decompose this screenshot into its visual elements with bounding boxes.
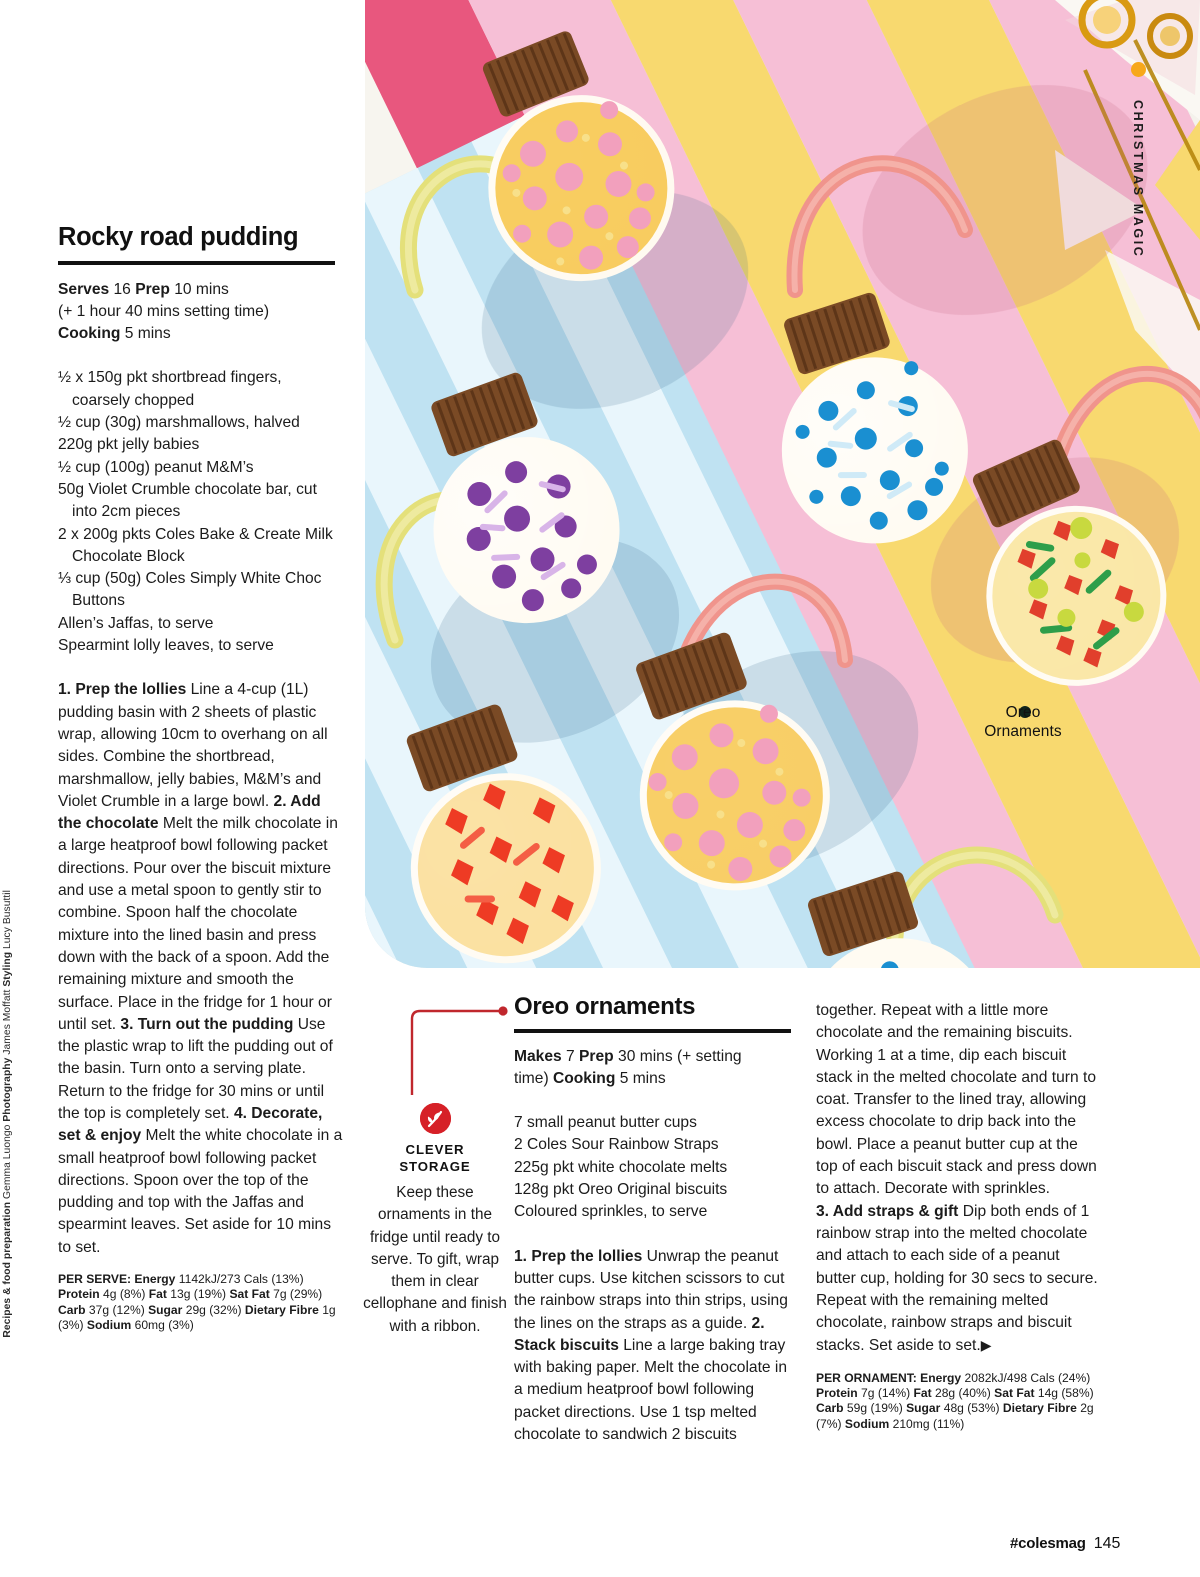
page-footer <box>1010 1535 1120 1553</box>
ingredient-item: 225g pkt white chocolate melts <box>514 1158 728 1176</box>
method-step: 2. Stack biscuits Line a large baking tray with baking paper. Melt the chocolate in a medium heatproof bowl following packet directions. Use 1 tsp melted chocolate to sandwich 2 biscuits <box>514 1314 788 1444</box>
meta-line: time) Cooking 5 mins <box>514 1069 666 1087</box>
recipe1-ingredients <box>58 367 343 657</box>
clever-storage-sprig-icon <box>420 1103 451 1134</box>
ingredient-item: ½ cup (30g) marshmallows, halved <box>58 414 300 432</box>
ingredient-item: ⅓ cup (50g) Coles Simply White Choc Buttons <box>58 570 322 610</box>
ingredient-item: ½ x 150g pkt shortbread fingers, coarsely chopped <box>58 369 282 409</box>
hero-photo <box>365 0 1200 968</box>
method-step: 1. Prep the lollies Line a 4-cup (1L) pudding basin with 2 sheets of plastic wrap, allowing 10cm to overhang on all sides. Combine the shortbread, marshmallow, jelly babies, M&M’s and Violet Crumble in a large bowl. <box>58 681 328 810</box>
method-step: 2. Add the chocolate Melt the milk chocolate in a large heatproof bowl following packet directions. Pour over the biscuit mixture and use a metal spoon to gently stir to combine. Spoon half the chocolate mixture into the lined basin and press down with the back of a spoon. Add the remaining mixture and smooth the surface. Place in the fridge for 1 hour or until set. <box>58 792 338 1033</box>
method-step: 1. Prep the lollies Unwrap the peanut butter cups. Use kitchen scissors to cut the rainbow straps into thin strips, using the lines on the straps as a guide. <box>514 1247 788 1332</box>
recipe-oreo-ornaments <box>514 992 794 1446</box>
recipe1-meta <box>58 279 343 346</box>
footer-page-number: 145 <box>1093 1535 1121 1552</box>
ingredient-item: Coloured sprinkles, to serve <box>514 1203 708 1221</box>
recipe1-method <box>58 679 343 1259</box>
ingredient-item: 220g pkt jelly babies <box>58 436 200 454</box>
meta-line: Makes 7 Prep 30 mins (+ setting <box>514 1047 742 1065</box>
ingredient-item: 128g pkt Oreo Original biscuits <box>514 1181 728 1199</box>
ingredient-item: ½ cup (100g) peanut M&M’s <box>58 458 254 476</box>
clever-storage-heading-line1: CLEVER <box>405 1142 465 1157</box>
recipe2-title: Oreo ornaments <box>514 993 696 1020</box>
section-label: CHRISTMAS MAGIC <box>1131 100 1145 259</box>
recipe2-nutrition: PER ORNAMENT: Energy 2082kJ/498 Cals (24%) Protein 7g (14%) Fat 28g (40%) Sat Fat 14g (58%) Carb 59g (19%) Sugar 48g (53%) Dietary Fibre 2g (7%) Sodium 210mg (11%) <box>816 1370 1094 1431</box>
ingredient-item: 2 Coles Sour Rainbow Straps <box>514 1136 719 1154</box>
recipe2-continuation: together. Repeat with a little more chocolate and the remaining biscuits. Working 1 at a time, dip each biscuit stack in the melted chocolate and turn to coat. Transfer to the lined tray, allowing excess chocolate to drip back into the bowl. Place a peanut butter cup at the top of each biscuit stack and press down to attach. Decorate with sprinkles. <box>816 1002 1097 1198</box>
ingredient-item: 50g Violet Crumble chocolate bar, cut into 2cm pieces <box>58 480 317 521</box>
clever-storage-heading <box>360 1142 510 1175</box>
recipe-rocky-road-pudding <box>58 222 343 1333</box>
ingredient-item: 2 x 200g pkts Coles Bake & Create Milk Chocolate Block <box>58 525 333 565</box>
method-step: 4. Decorate, set & enjoy Melt the white chocolate in a small heatproof bowl following packet directions. Spoon over the top of the pudding and top with the Jaffas and spearmint leaves. Set aside for 10 mins to set. <box>58 1104 343 1256</box>
meta-line: Cooking 5 mins <box>58 325 171 343</box>
recipe2-method-continued <box>816 1000 1099 1432</box>
recipe1-nutrition: PER SERVE: Energy 1142kJ/273 Cals (13%) Protein 4g (8%) Fat 13g (19%) Sat Fat 7g (29%) Carb 37g (12%) Sugar 29g (32%) Dietary Fibre 1g (3%) Sodium 60mg (3%) <box>58 1272 336 1332</box>
credits-vertical: Recipes & food preparation Gemma Luongo Photography James Moffatt Styling Lucy Busuttil <box>2 890 13 1338</box>
photo-caption-line1: Oreo <box>1005 704 1041 721</box>
recipe2-meta <box>514 1046 794 1091</box>
recipe2-ingredients <box>514 1112 794 1223</box>
footer-hashtag: #colesmag <box>1010 1535 1086 1552</box>
meta-line: (+ 1 hour 40 mins setting time) <box>58 302 270 320</box>
clever-storage-tip <box>360 995 510 1338</box>
section-accent-dot-icon <box>1131 62 1146 77</box>
meta-line: Serves 16 Prep 10 mins <box>58 280 229 298</box>
page-title: Rocky road pudding <box>58 223 299 251</box>
photo-caption-line2: Ornaments <box>984 723 1062 740</box>
ingredient-item: Spearmint lolly leaves, to serve <box>58 637 274 655</box>
recipe2-title-rule <box>514 1029 791 1033</box>
method-step: 3. Turn out the pudding Use the plastic wrap to lift the pudding out of the basin. Turn onto a serving plate. Return to the fridge for 30 mins or until the top is completely set. <box>58 1015 333 1122</box>
photo-caption <box>948 703 1098 741</box>
recipe2-step3: 3. Add straps & gift Dip both ends of 1 rainbow strap into the melted chocolate and attach to each side of a peanut butter cup, holding for 30 secs to secure. Repeat with the remaining melted chocolate, rainbow straps and biscuit stacks. Set aside to set.▶ <box>816 1202 1098 1355</box>
continue-arrow-icon: ▶ <box>980 1337 992 1354</box>
clever-storage-body: Keep these ornaments in the fridge until ready to serve. To gift, wrap them in clear cellophane and finish with a ribbon. <box>363 1184 507 1335</box>
recipe2-method <box>514 1246 794 1447</box>
title-rule <box>58 261 335 265</box>
clever-storage-heading-line2: STORAGE <box>399 1158 471 1174</box>
ingredient-item: Allen’s Jaffas, to serve <box>58 614 214 632</box>
ingredient-item: 7 small peanut butter cups <box>514 1114 697 1132</box>
hero-photo-illustration <box>365 0 1200 968</box>
